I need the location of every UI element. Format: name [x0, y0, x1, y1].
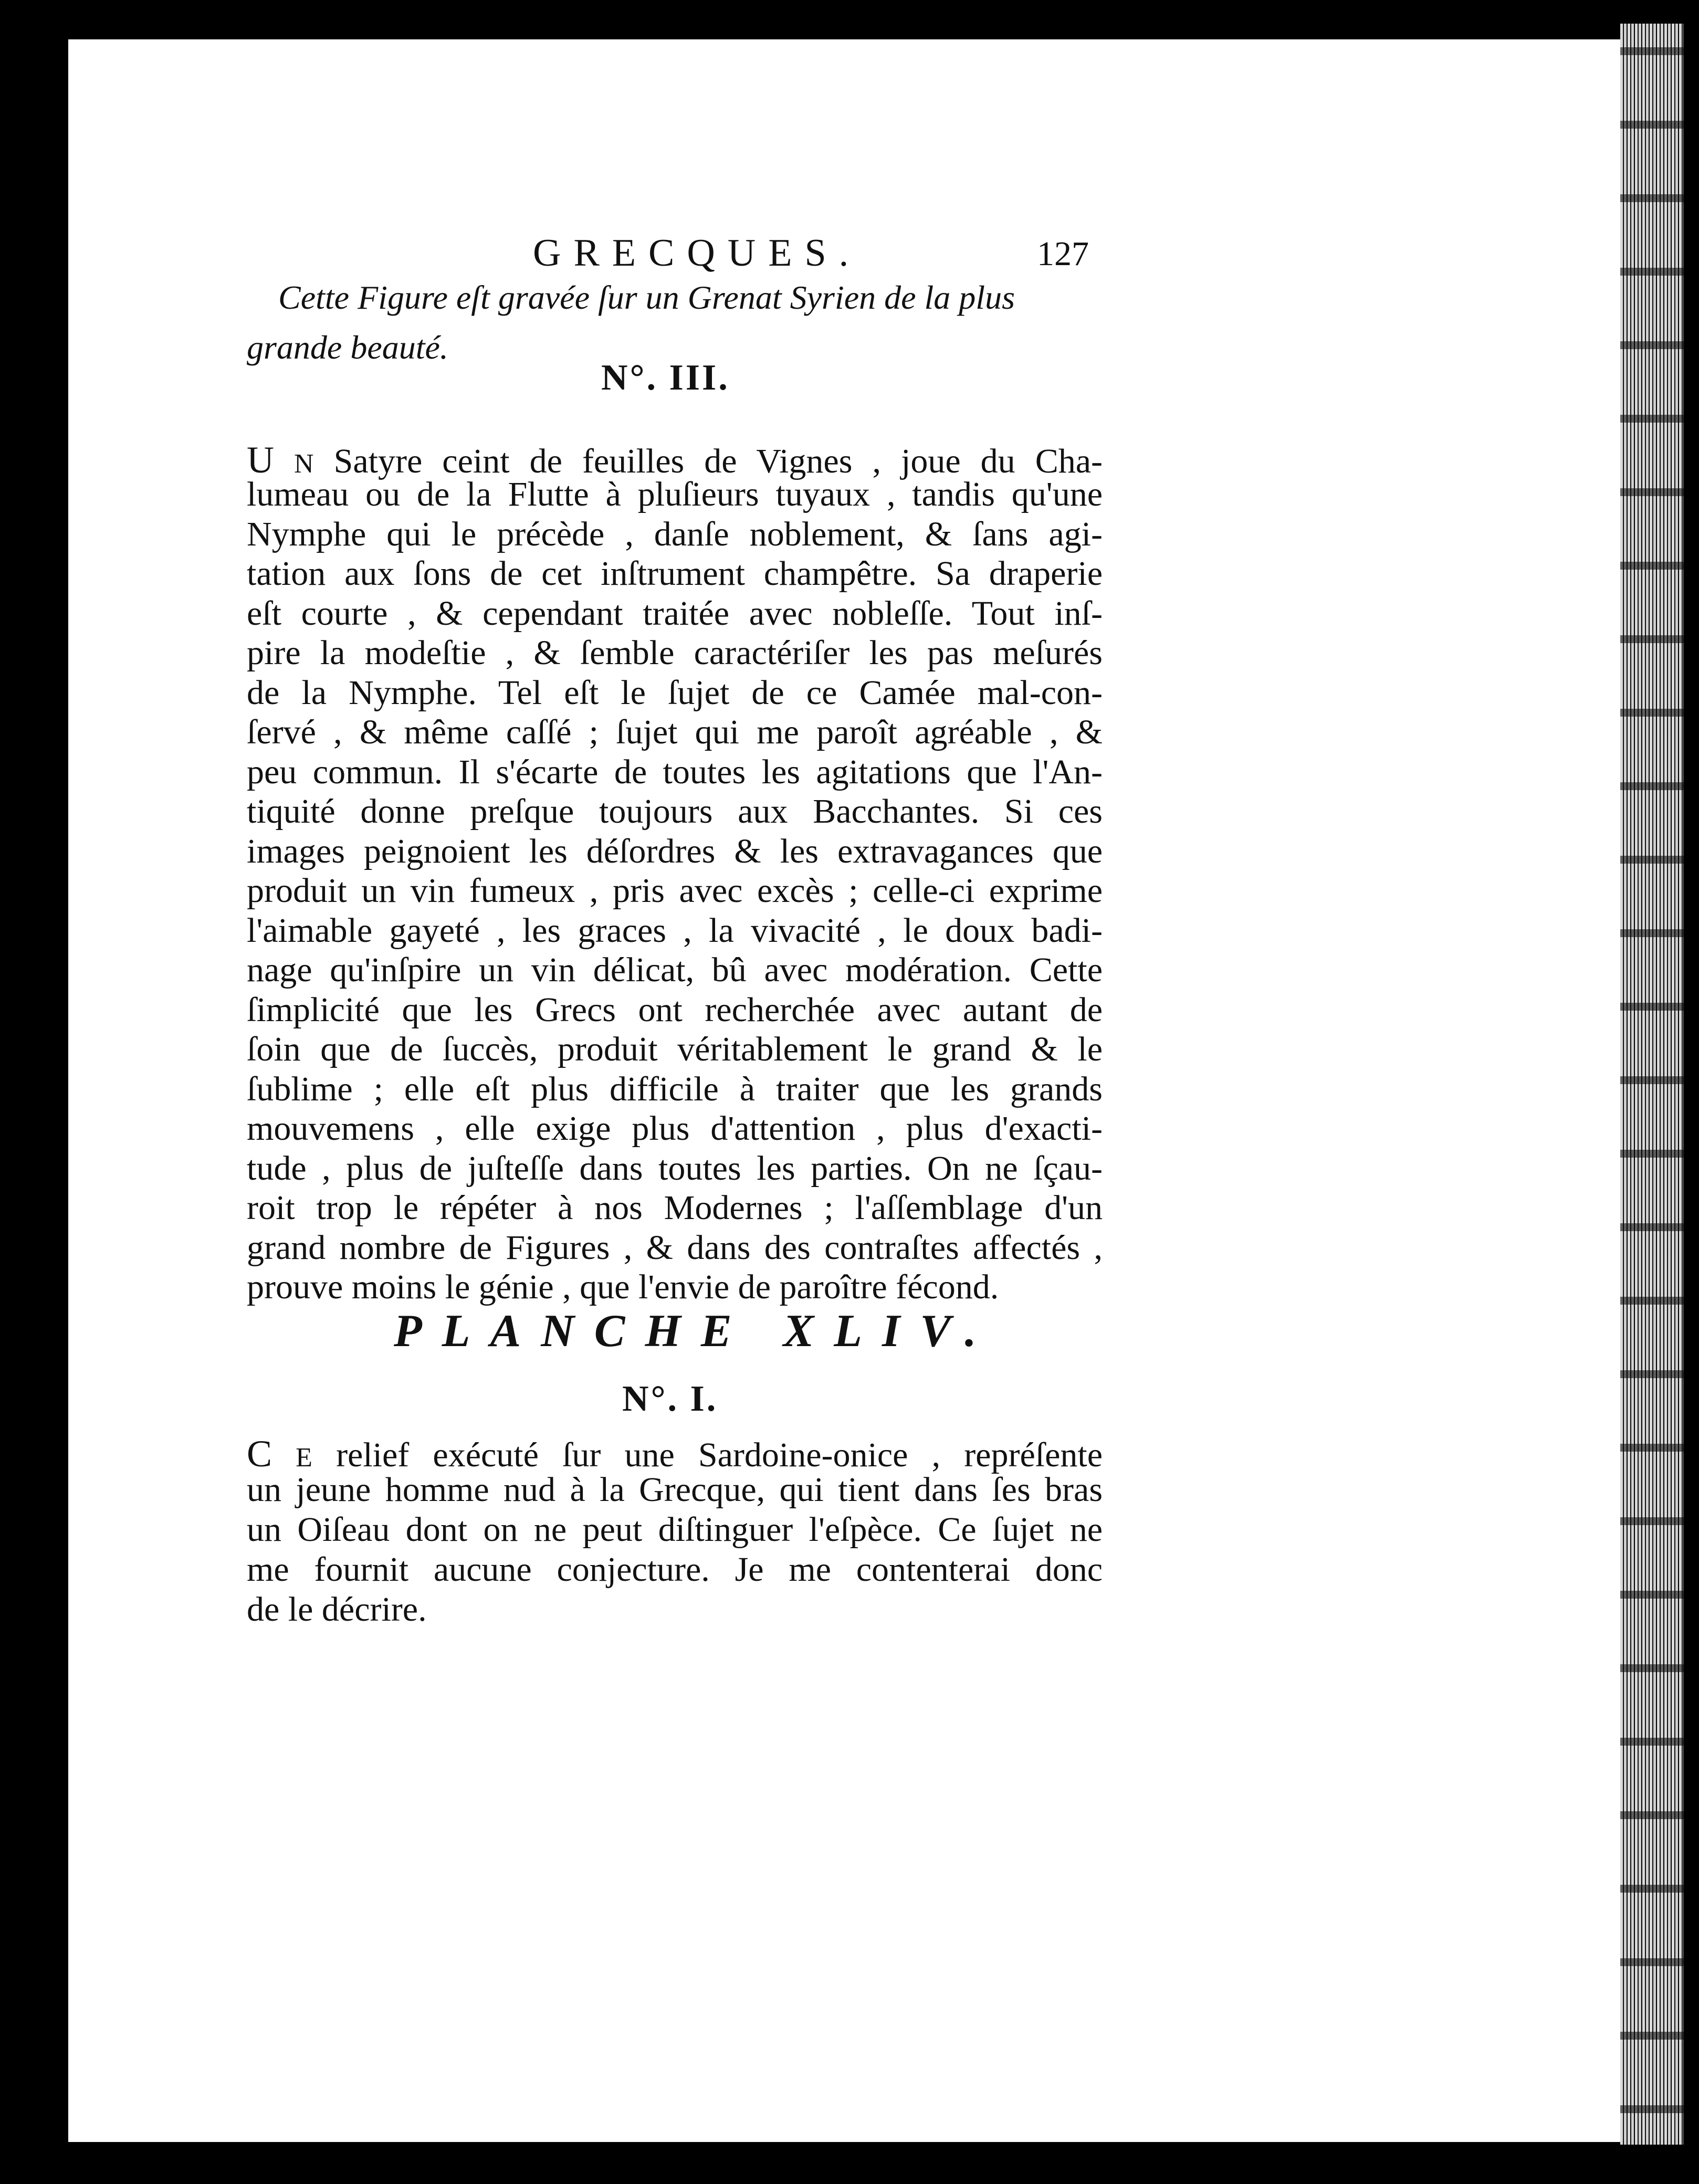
section1-line-5: eſt courte , & cependant traitée avec nobleſſe. Tout inſ- [247, 594, 1103, 633]
page-fore-edge-shadow [1620, 24, 1683, 2145]
section1-line-8: ſervé , & même caſſé ; ſujet qui me paroît agréable , & [247, 713, 1103, 751]
section2-line-5: de le décrire. [247, 1590, 427, 1629]
section1-line-9: peu commun. Il s'écarte de toutes les agitations que l'An- [247, 752, 1103, 791]
section1-line-4: tation aux ſons de cet inſtrument champêtre. Sa draperie [247, 554, 1103, 593]
running-head: GRECQUES. [533, 232, 862, 275]
small-cap: E [296, 1443, 312, 1473]
section1-line-15: ſimplicité que les Grecs ont recherchée avec autant de [247, 990, 1103, 1029]
plate-title: PLANCHE XLIV. [394, 1306, 997, 1357]
section1-line-19: tude , plus de juſteſſe dans toutes les parties. On ne ſçau- [247, 1149, 1103, 1188]
section1-line-14: nage qu'inſpire un vin délicat, bû avec modération. Cette [247, 951, 1103, 989]
section1-line-17: ſublime ; elle eſt plus difficile à traiter que les grands [247, 1069, 1103, 1108]
small-cap: N [294, 449, 314, 479]
section1-line-22: prouve moins le génie , que l'envie de paroître fécond. [247, 1268, 999, 1306]
section1-line-1-text: Satyre ceint de feuilles de Vignes , joue du Cha- [313, 442, 1103, 480]
section1-line-7: de la Nymphe. Tel eſt le ſujet de ce Camée mal-con- [247, 673, 1103, 712]
section1-line-13: l'aimable gayeté , les graces , la vivacité , le doux badi- [247, 911, 1103, 950]
drop-cap: C [247, 1433, 272, 1475]
section1-line-3: Nymphe qui le précède , danſe noblement, & ſans agi- [247, 514, 1103, 553]
section-heading-no-3: N°. III. [601, 358, 730, 398]
section2-line-3: un Oiſeau dont on ne peut diſtinguer l'eſpèce. Ce ſujet ne [247, 1510, 1103, 1549]
section1-line-11: images peignoient les déſordres & les extravagances que [247, 832, 1103, 870]
section1-line-18: mouvemens , elle exige plus d'attention , plus d'exacti- [247, 1109, 1103, 1148]
section1-line-6: pire la modeſtie , & ſemble caractériſer les pas meſurés [247, 634, 1103, 672]
caption-line-1: Cette Figure eſt gravée ſur un Grenat Syrien de la plus [278, 279, 1015, 316]
section1-line-21: grand nombre de Figures , & dans des contraſtes affectés , [247, 1228, 1103, 1267]
section1-line-12: produit un vin fumeux , pris avec excès ; celle-ci exprime [247, 872, 1103, 910]
page-number: 127 [1037, 235, 1089, 273]
section2-line-1-text: relief exécuté ſur une Sardoine-onice , repréſente [312, 1436, 1103, 1474]
section2-line-4: me fournit aucune conjecture. Je me contenterai donc [247, 1550, 1103, 1589]
drop-cap: U [247, 439, 274, 481]
section1-line-10: tiquité donne preſque toujours aux Bacchantes. Si ces [247, 792, 1103, 831]
section1-line-16: ſoin que de ſuccès, produit véritablement le grand & le [247, 1030, 1103, 1068]
section2-line-1 [247, 1432, 1103, 1476]
section1-line-2: lumeau ou de la Flutte à pluſieurs tuyaux , tandis qu'une [247, 475, 1103, 513]
caption-line-2: grande beauté. [247, 329, 448, 366]
section1-line-20: roit trop le répéter à nos Modernes ; l'aſſemblage d'un [247, 1189, 1103, 1227]
section2-line-2: un jeune homme nud à la Grecque, qui tient dans ſes bras [247, 1471, 1103, 1509]
section-heading-no-1: N°. I. [622, 1379, 718, 1419]
